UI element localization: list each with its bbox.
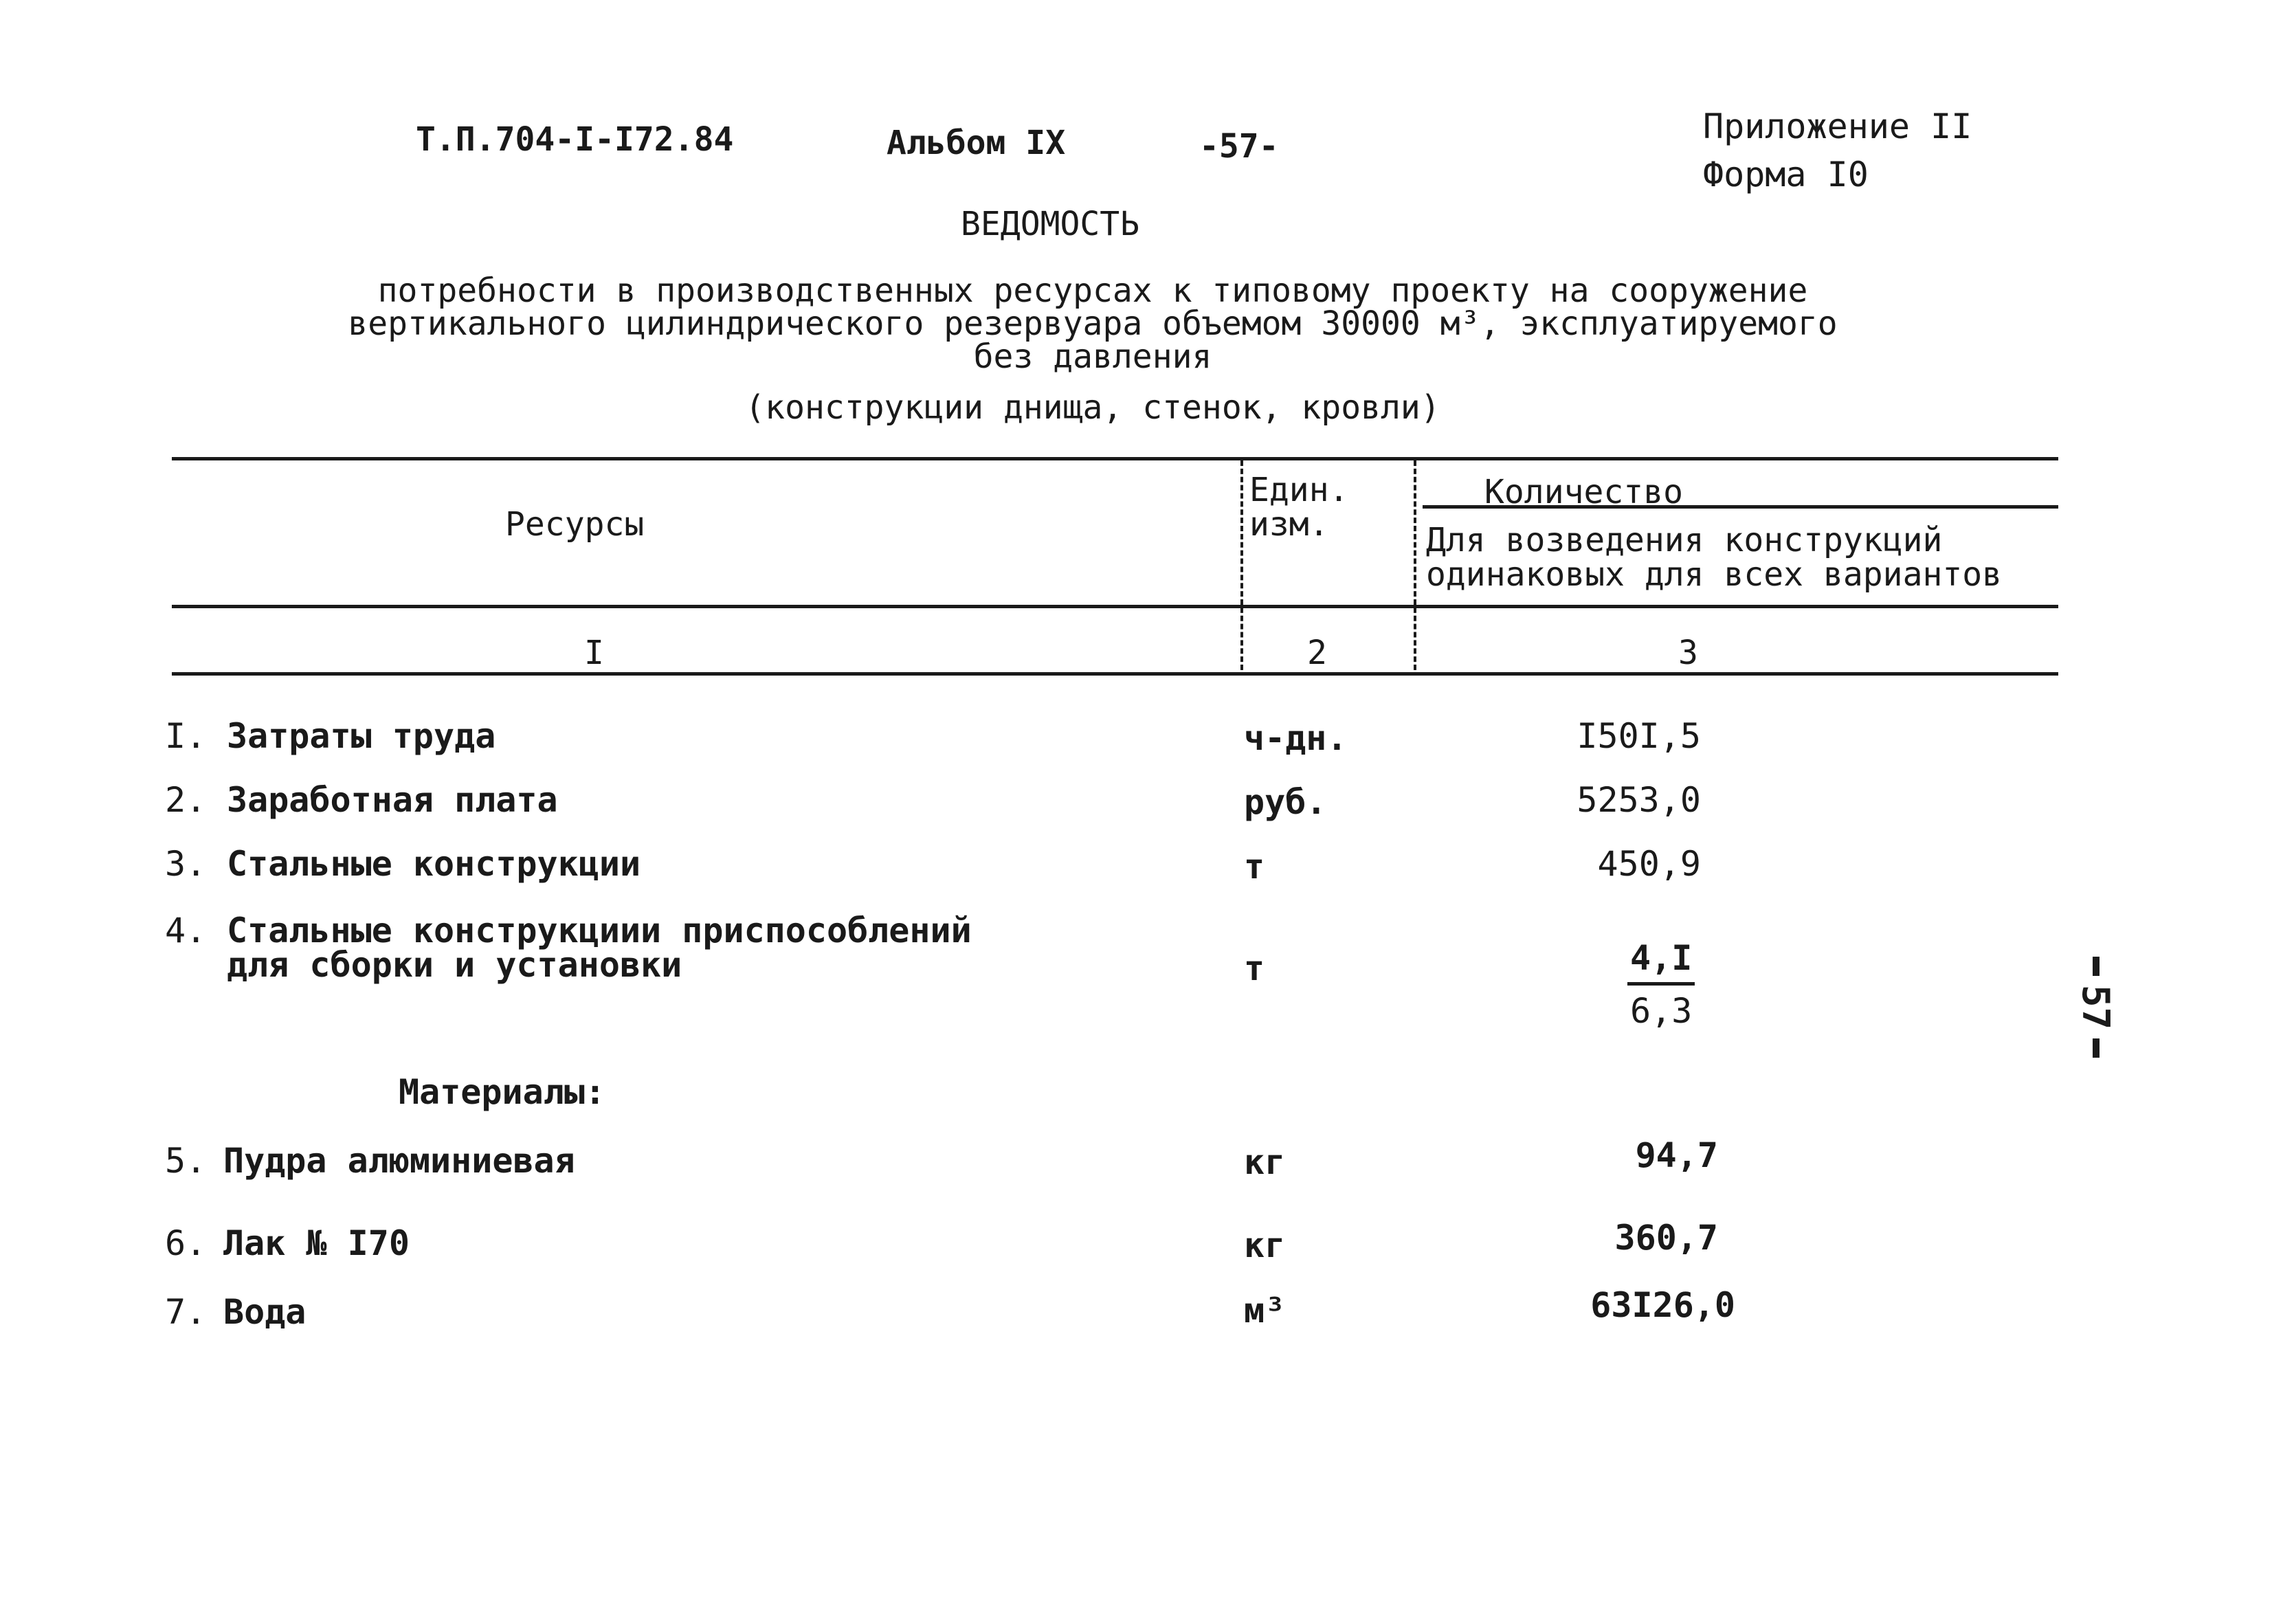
row-5-value: 94,7: [1635, 1135, 1718, 1175]
row-7-number: 7.: [165, 1292, 207, 1332]
row-2-value: 5253,0: [1577, 780, 1701, 820]
row-4-value-denominator: 6,3: [1630, 991, 1693, 1031]
row-7-name: Вода: [223, 1292, 307, 1332]
row-6-unit: кг: [1244, 1225, 1286, 1265]
row-1-number: I.: [165, 716, 207, 756]
side-page-number-text: 57: [2074, 984, 2118, 1030]
title-subtitle: (конструкции днища, стенок, кровли): [745, 388, 1440, 427]
resources-column-header: Ресурсы: [505, 505, 645, 544]
row-3-value: 450,9: [1597, 844, 1701, 884]
side-dash-top: [2093, 957, 2100, 976]
row-3-unit: т: [1244, 847, 1265, 887]
row-7-value: 63I26,0: [1590, 1285, 1735, 1325]
unit-column-header-line-2: изм.: [1249, 505, 1329, 544]
row-2-name: Заработная плата: [227, 780, 558, 820]
row-1-unit: ч-дн.: [1244, 718, 1348, 758]
row-6-name: Лак № I70: [223, 1223, 410, 1263]
unit-column-header-line-1: Един.: [1249, 471, 1349, 509]
page-number: -57-: [1199, 127, 1279, 166]
document-heading: ВЕДОМОСТЬ: [961, 205, 1140, 243]
column-number-2: 2: [1307, 634, 1327, 672]
row-4-name-line-2: для сборки и установки: [227, 945, 682, 985]
row-3-number: 3.: [165, 844, 207, 884]
title-line-1: потребности в производственных ресурсах к типовому проекту на сооружение: [377, 271, 1808, 310]
side-dash-bottom: [2093, 1038, 2100, 1058]
row-7-unit: м³: [1244, 1291, 1286, 1331]
column-divider-2: [1414, 460, 1416, 670]
appendix-label: Приложение II: [1703, 107, 1972, 146]
header-bottom-rule: [172, 605, 2058, 608]
row-5-unit: кг: [1244, 1142, 1286, 1182]
quantity-subheader-line-2: одинаковых для всех вариантов: [1426, 555, 2003, 594]
title-line-2: вертикального цилиндрического резервуара объемом 30000 м³, эксплуатируемого: [348, 304, 1838, 343]
side-page-number: [2069, 942, 2124, 1072]
row-4-value-numerator: 4,I: [1627, 938, 1695, 986]
title-line-3: без давления: [973, 337, 1212, 376]
row-6-number: 6.: [165, 1223, 207, 1263]
row-4-name-line-1: Стальные конструкциии приспособлений: [227, 911, 972, 950]
row-1-name: Затраты труда: [227, 716, 496, 756]
row-4-number: 4.: [165, 911, 207, 950]
column-number-3: 3: [1678, 634, 1698, 672]
column-divider-1: [1240, 460, 1243, 670]
quantity-subheader-line-1: Для возведения конструкций: [1426, 521, 1943, 559]
album-label: Альбом IX: [887, 124, 1066, 162]
column-number-rule: [172, 672, 2058, 676]
row-2-number: 2.: [165, 780, 207, 820]
quantity-column-header: Количество: [1484, 473, 1683, 511]
row-6-value: 360,7: [1614, 1218, 1718, 1258]
row-5-number: 5.: [165, 1141, 207, 1181]
table-top-rule: [172, 457, 2058, 460]
row-4-value-fraction: [1627, 938, 1695, 1031]
column-number-1: I: [584, 634, 604, 672]
row-2-unit: руб.: [1244, 782, 1327, 822]
row-4-unit: т: [1244, 948, 1265, 988]
row-3-name: Стальные конструкции: [227, 844, 641, 884]
form-label: Форма I0: [1703, 155, 1869, 194]
row-5-name: Пудра алюминиевая: [223, 1141, 575, 1181]
materials-heading: Материалы:: [399, 1072, 606, 1112]
row-1-value: I50I,5: [1577, 716, 1701, 756]
document-code: Т.П.704-I-I72.84: [416, 120, 734, 159]
